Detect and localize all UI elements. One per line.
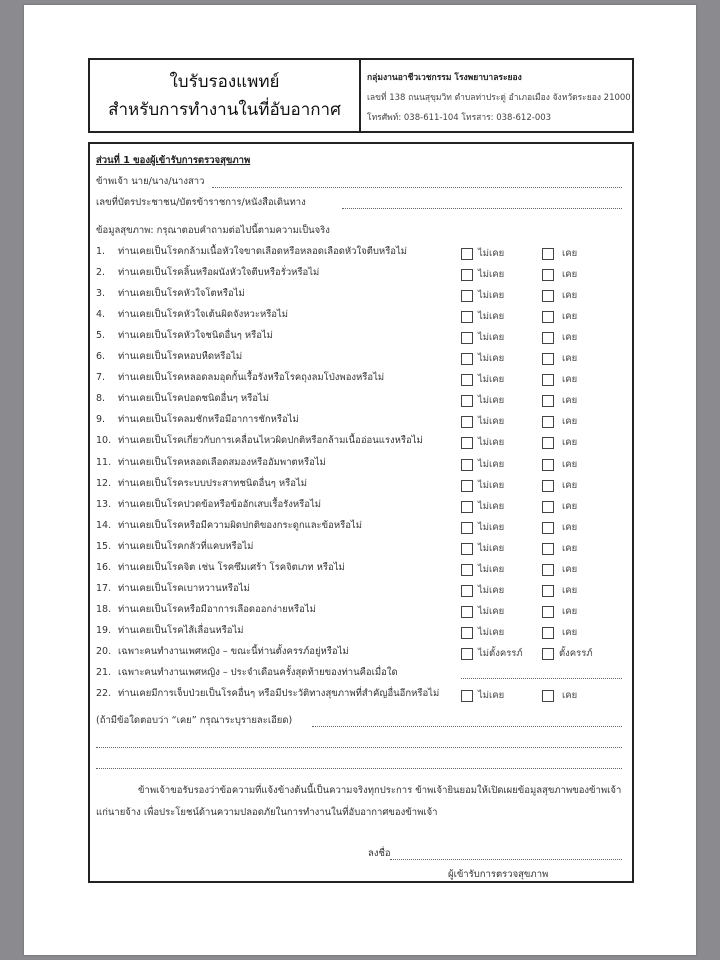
option-label: เคย <box>562 480 578 491</box>
organization-address: เลขที่ 138 ถนนสุขุมวิท ตำบลท่าประดู่ อำเภอเมือง จังหวัดระยอง 21000 <box>367 92 631 103</box>
option-never-checkbox[interactable] <box>461 499 504 514</box>
question-text: ท่านเคยเป็นโรคหอบหืดหรือไม่ <box>118 351 243 362</box>
details-label: (ถ้ามีข้อใดตอบว่า “เคย” กรุณาระบุรายละเอียด) <box>96 715 293 726</box>
option-label: ไม่เคย <box>478 374 505 385</box>
option-ever-checkbox[interactable] <box>542 288 577 303</box>
option-label: เคย <box>562 437 578 448</box>
option-label: ไม่ตั้งครรภ์ <box>478 648 523 659</box>
question-text: เฉพาะคนทำงานเพศหญิง – ประจำเดือนครั้งสุดท้ายของท่านคือเมื่อใด <box>118 667 398 678</box>
question-text: เฉพาะคนทำงานเพศหญิง – ขณะนี้ท่านตั้งครรภ์อยู่หรือไม่ <box>118 646 349 657</box>
option-label: ไม่เคย <box>478 627 505 638</box>
checkbox-icon[interactable] <box>542 690 554 702</box>
option-label: ไม่เคย <box>478 416 505 427</box>
checkbox-icon[interactable] <box>542 585 554 597</box>
checkbox-icon[interactable] <box>542 627 554 639</box>
option-label: เคย <box>562 459 578 470</box>
checkbox-icon[interactable] <box>542 353 554 365</box>
option-label: เคย <box>562 311 578 322</box>
question-text: ท่านเคยเป็นโรคหรือมีอาการเลือดออกง่ายหรือไม่ <box>118 604 316 615</box>
option-ever-checkbox[interactable] <box>542 646 593 661</box>
checkbox-icon[interactable] <box>461 416 473 428</box>
option-never-checkbox[interactable] <box>461 246 504 261</box>
checkbox-icon[interactable] <box>542 522 554 534</box>
question-number: 17. <box>96 583 112 594</box>
option-never-checkbox[interactable] <box>461 435 504 450</box>
checkbox-icon[interactable] <box>461 437 473 449</box>
question-text: ท่านเคยเป็นโรคหัวใจโตหรือไม่ <box>118 288 245 299</box>
option-ever-checkbox[interactable] <box>542 499 577 514</box>
name-field[interactable] <box>212 187 622 188</box>
document-subtitle: สำหรับการทำงานในที่อับอากาศ <box>108 99 341 120</box>
checkbox-icon[interactable] <box>461 395 473 407</box>
option-label: ไม่เคย <box>478 501 505 512</box>
option-label: เคย <box>562 290 578 301</box>
question-text: ท่านเคยเป็นโรคไส้เลื่อนหรือไม่ <box>118 625 244 636</box>
checkbox-icon[interactable] <box>542 290 554 302</box>
question-number: 8. <box>96 393 106 404</box>
option-never-checkbox[interactable] <box>461 267 504 282</box>
header-box <box>88 58 634 133</box>
option-label: ไม่เคย <box>478 480 505 491</box>
details-field-line-3[interactable] <box>96 768 622 769</box>
document-title: ใบรับรองแพทย์ <box>169 71 280 92</box>
option-ever-checkbox[interactable] <box>542 478 577 493</box>
option-never-checkbox[interactable] <box>461 688 504 703</box>
question-text: ท่านเคยเป็นโรคหลอดลมอุดกั้นเรื้อรังหรือโรคถุงลมโป่งพองหรือไม่ <box>118 372 385 383</box>
option-label: ไม่เคย <box>478 459 505 470</box>
option-label: เคย <box>562 416 578 427</box>
signature-label: ลงชื่อ <box>368 848 391 859</box>
document-page <box>24 5 696 955</box>
question-number: 2. <box>96 267 106 278</box>
header-title-block <box>90 60 361 131</box>
option-ever-checkbox[interactable] <box>542 414 577 429</box>
option-label: เคย <box>562 332 578 343</box>
section-title: ส่วนที่ 1 ของผู้เข้ารับการตรวจสุขภาพ <box>96 155 251 166</box>
question-number: 12. <box>96 478 112 489</box>
option-never-checkbox[interactable] <box>461 393 504 408</box>
checkbox-icon[interactable] <box>461 501 473 513</box>
option-label: ไม่เคย <box>478 690 505 701</box>
option-ever-checkbox[interactable] <box>542 688 577 703</box>
question-text: ท่านเคยเป็นโรคเกี่ยวกับการเคลื่อนไหวผิดปกติหรือกล้ามเนื้ออ่อนแรงหรือไม่ <box>118 435 423 446</box>
question-number: 6. <box>96 351 106 362</box>
option-label: เคย <box>562 627 578 638</box>
details-field-line-2[interactable] <box>96 747 622 748</box>
question-number: 22. <box>96 688 112 699</box>
question-number: 21. <box>96 667 112 678</box>
option-label: ไม่เคย <box>478 437 505 448</box>
option-label: ไม่เคย <box>478 248 505 259</box>
option-label: เคย <box>562 690 578 701</box>
checkbox-icon[interactable] <box>461 627 473 639</box>
option-label: เคย <box>562 248 578 259</box>
option-ever-checkbox[interactable] <box>542 330 577 345</box>
option-label: เคย <box>562 564 578 575</box>
option-never-checkbox[interactable] <box>461 309 504 324</box>
question-text: ท่านเคยเป็นโรคหลอดเลือดสมองหรืออัมพาตหรือไม่ <box>118 457 326 468</box>
checkbox-icon[interactable] <box>542 501 554 513</box>
checkbox-icon[interactable] <box>461 353 473 365</box>
option-label: ตั้งครรภ์ <box>559 648 593 659</box>
checkbox-icon[interactable] <box>461 290 473 302</box>
question-text: ท่านเคยเป็นโรคกลัวที่แคบหรือไม่ <box>118 541 254 552</box>
question-number: 1. <box>96 246 106 257</box>
question-number: 11. <box>96 457 112 468</box>
checkbox-icon[interactable] <box>461 564 473 576</box>
checkbox-icon[interactable] <box>542 374 554 386</box>
option-label: ไม่เคย <box>478 564 505 575</box>
checkbox-icon[interactable] <box>461 606 473 618</box>
signer-role: ผู้เข้ารับการตรวจสุขภาพ <box>448 869 549 880</box>
organization-name: กลุ่มงานอาชีวเวชกรรม โรงพยาบาลระยอง <box>367 72 522 83</box>
checkbox-icon[interactable] <box>461 543 473 555</box>
option-label: เคย <box>562 353 578 364</box>
question-text: ท่านเคยเป็นโรคลมชักหรือมีอาการชักหรือไม่ <box>118 414 299 425</box>
question-number: 13. <box>96 499 112 510</box>
checkbox-icon[interactable] <box>461 459 473 471</box>
option-label: ไม่เคย <box>478 543 505 554</box>
question-number: 16. <box>96 562 112 573</box>
option-label: เคย <box>562 522 578 533</box>
option-never-checkbox[interactable] <box>461 457 504 472</box>
option-label: เคย <box>562 606 578 617</box>
option-label: เคย <box>562 543 578 554</box>
option-never-checkbox[interactable] <box>461 562 504 577</box>
option-never-checkbox[interactable] <box>461 478 504 493</box>
option-never-checkbox[interactable] <box>461 351 504 366</box>
checkbox-icon[interactable] <box>461 648 473 660</box>
option-ever-checkbox[interactable] <box>542 604 577 619</box>
signature-field[interactable] <box>390 859 622 860</box>
option-ever-checkbox[interactable] <box>542 393 577 408</box>
checkbox-icon[interactable] <box>542 459 554 471</box>
name-label: ข้าพเจ้า นาย/นาง/นางสาว <box>96 176 205 187</box>
checkbox-icon[interactable] <box>461 480 473 492</box>
option-label: ไม่เคย <box>478 332 505 343</box>
option-never-checkbox[interactable] <box>461 541 504 556</box>
declaration-line-1: ข้าพเจ้าขอรับรองว่าข้อความที่แจ้งข้างต้นนี้เป็นความจริงทุกประการ ข้าพเจ้ายินยอมให้เปิดเผยข้อมูลสุขภาพของข้าพเจ้า <box>138 785 622 796</box>
option-never-checkbox[interactable] <box>461 414 504 429</box>
checkbox-icon[interactable] <box>542 437 554 449</box>
option-label: ไม่เคย <box>478 290 505 301</box>
checkbox-icon[interactable] <box>461 332 473 344</box>
checkbox-icon[interactable] <box>542 248 554 260</box>
question-number: 19. <box>96 625 112 636</box>
checkbox-icon[interactable] <box>542 648 554 660</box>
checkbox-icon[interactable] <box>461 690 473 702</box>
id-field[interactable] <box>342 208 622 209</box>
question-number: 14. <box>96 520 112 531</box>
option-ever-checkbox[interactable] <box>542 246 577 261</box>
declaration-line-2: แก่นายจ้าง เพื่อประโยชน์ด้านความปลอดภัยในการทำงานในที่อับอากาศของข้าพเจ้า <box>96 807 438 818</box>
question-number: 5. <box>96 330 106 341</box>
option-never-checkbox[interactable] <box>461 520 504 535</box>
option-never-checkbox[interactable] <box>461 330 504 345</box>
option-label: ไม่เคย <box>478 585 505 596</box>
option-never-checkbox[interactable] <box>461 583 504 598</box>
option-never-checkbox[interactable] <box>461 646 523 661</box>
question-text: ท่านเคยเป็นโรคระบบประสาทชนิดอื่นๆ หรือไม่ <box>118 478 308 489</box>
answer-field[interactable] <box>461 678 622 679</box>
option-ever-checkbox[interactable] <box>542 541 577 556</box>
question-text: ท่านเคยเป็นโรคหัวใจชนิดอื่นๆ หรือไม่ <box>118 330 273 341</box>
checkbox-icon[interactable] <box>542 564 554 576</box>
checkbox-icon[interactable] <box>542 332 554 344</box>
question-number: 18. <box>96 604 112 615</box>
question-text: ท่านเคยเป็นโรคปวดข้อหรือข้ออักเสบเรื้อรังหรือไม่ <box>118 499 322 510</box>
option-label: เคย <box>562 501 578 512</box>
checkbox-icon[interactable] <box>542 269 554 281</box>
question-text: ท่านเคยเป็นโรคลิ้นหรือผนังหัวใจตีบหรือรั่วหรือไม่ <box>118 267 320 278</box>
option-never-checkbox[interactable] <box>461 288 504 303</box>
option-label: เคย <box>562 269 578 280</box>
checkbox-icon[interactable] <box>461 585 473 597</box>
checkbox-icon[interactable] <box>461 522 473 534</box>
checkbox-icon[interactable] <box>542 395 554 407</box>
checkbox-icon[interactable] <box>542 311 554 323</box>
checkbox-icon[interactable] <box>461 248 473 260</box>
checkbox-icon[interactable] <box>542 543 554 555</box>
checkbox-icon[interactable] <box>461 269 473 281</box>
option-ever-checkbox[interactable] <box>542 267 577 282</box>
question-number: 10. <box>96 435 112 446</box>
question-text: ท่านเคยเป็นโรคจิต เช่น โรคซึมเศร้า โรคจิตเภท หรือไม่ <box>118 562 345 573</box>
option-label: ไม่เคย <box>478 269 505 280</box>
option-ever-checkbox[interactable] <box>542 435 577 450</box>
option-label: เคย <box>562 395 578 406</box>
option-ever-checkbox[interactable] <box>542 457 577 472</box>
option-ever-checkbox[interactable] <box>542 583 577 598</box>
option-ever-checkbox[interactable] <box>542 625 577 640</box>
question-text: ท่านเคยเป็นโรคเบาหวานหรือไม่ <box>118 583 250 594</box>
option-label: ไม่เคย <box>478 606 505 617</box>
option-ever-checkbox[interactable] <box>542 351 577 366</box>
question-text: ท่านเคยมีการเจ็บป่วยเป็นโรคอื่นๆ หรือมีประวัติทางสุขภาพที่สำคัญอื่นอีกหรือไม่ <box>118 688 440 699</box>
question-number: 4. <box>96 309 106 320</box>
checkbox-icon[interactable] <box>542 606 554 618</box>
question-number: 9. <box>96 414 106 425</box>
option-never-checkbox[interactable] <box>461 604 504 619</box>
question-number: 3. <box>96 288 106 299</box>
checkbox-icon[interactable] <box>542 416 554 428</box>
health-intro: ข้อมูลสุขภาพ: กรุณาตอบคำถามต่อไปนี้ตามความเป็นจริง <box>96 225 330 236</box>
option-never-checkbox[interactable] <box>461 625 504 640</box>
checkbox-icon[interactable] <box>542 480 554 492</box>
organization-contact: โทรศัพท์: 038-611-104 โทรสาร: 038-612-003 <box>367 112 552 123</box>
question-number: 7. <box>96 372 106 383</box>
option-label: เคย <box>562 585 578 596</box>
option-label: ไม่เคย <box>478 395 505 406</box>
question-number: 15. <box>96 541 112 552</box>
question-text: ท่านเคยเป็นโรคหัวใจเต้นผิดจังหวะหรือไม่ <box>118 309 289 320</box>
question-text: ท่านเคยเป็นโรคปอดชนิดอื่นๆ หรือไม่ <box>118 393 270 404</box>
checkbox-icon[interactable] <box>461 311 473 323</box>
id-label: เลขที่บัตรประชาชน/บัตรข้าราชการ/หนังสือเดินทาง <box>96 197 306 208</box>
option-label: ไม่เคย <box>478 522 505 533</box>
option-never-checkbox[interactable] <box>461 372 504 387</box>
question-number: 20. <box>96 646 112 657</box>
option-label: ไม่เคย <box>478 353 505 364</box>
option-label: เคย <box>562 374 578 385</box>
form-section-1 <box>88 142 634 883</box>
header-org-block <box>361 60 632 131</box>
question-text: ท่านเคยเป็นโรคหรือมีความผิดปกติของกระดูกและข้อหรือไม่ <box>118 520 362 531</box>
option-ever-checkbox[interactable] <box>542 309 577 324</box>
details-field-line-1[interactable] <box>312 726 622 727</box>
option-ever-checkbox[interactable] <box>542 372 577 387</box>
option-ever-checkbox[interactable] <box>542 520 577 535</box>
option-label: ไม่เคย <box>478 311 505 322</box>
question-text: ท่านเคยเป็นโรคกล้ามเนื้อหัวใจขาดเลือดหรือหลอดเลือดหัวใจตีบหรือไม่ <box>118 246 408 257</box>
option-ever-checkbox[interactable] <box>542 562 577 577</box>
checkbox-icon[interactable] <box>461 374 473 386</box>
